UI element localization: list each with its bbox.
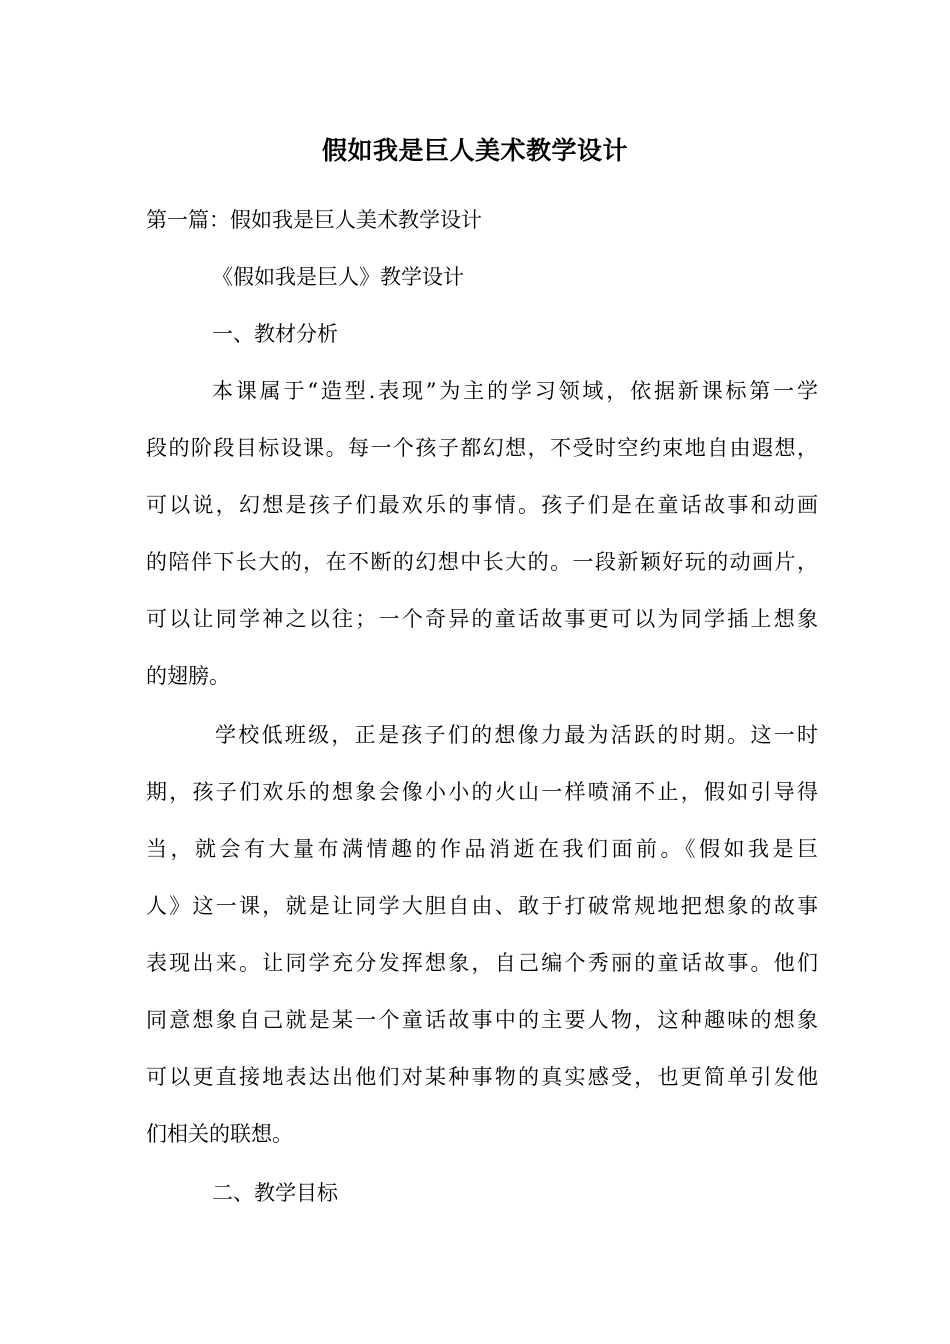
document-title: 假如我是巨人美术教学设计 [321, 136, 628, 165]
paragraph-line: 学校低班级，正是孩子们的想像力最为活跃的时期。这一时 [215, 723, 818, 747]
paragraph-line: 当，就会有大量布满情趣的作品消逝在我们面前。《假如我是巨 [146, 837, 818, 861]
paragraph-line: 表现出来。让同学充分发挥想象，自己编个秀丽的童话故事。他们 [146, 951, 818, 975]
paragraph-line: 期，孩子们欢乐的想象会像小小的火山一样喷涌不止，假如引导得 [146, 780, 818, 804]
paragraph-line: 们相关的联想。 [146, 1122, 293, 1146]
section-label: 第一篇：假如我是巨人美术教学设计 [146, 208, 482, 232]
paragraph-line: 同意想象自己就是某一个童话故事中的主要人物，这种趣味的想象 [146, 1008, 818, 1032]
subtitle: 《假如我是巨人》教学设计 [212, 265, 464, 289]
heading-teaching-material-analysis: 一、教材分析 [212, 322, 338, 346]
paragraph-line: 段的阶段目标设课。每一个孩子都幻想，不受时空约束地自由遐想， [146, 436, 818, 460]
paragraph-line: 本课属于“造型.表现”为主的学习领域，依据新课标第一学 [212, 379, 818, 403]
heading-teaching-objectives: 二、教学目标 [212, 1181, 338, 1205]
paragraph-line: 可以让同学神之以往；一个奇异的童话故事更可以为同学插上想象 [146, 607, 818, 631]
paragraph-line: 的翅膀。 [146, 664, 230, 688]
paragraph-line: 可以说，幻想是孩子们最欢乐的事情。孩子们是在童话故事和动画 [146, 493, 818, 517]
paragraph-line: 人》这一课，就是让同学大胆自由、敢于打破常规地把想象的故事 [146, 894, 818, 918]
paragraph-line: 的陪伴下长大的，在不断的幻想中长大的。一段新颖好玩的动画片， [146, 550, 818, 574]
paragraph-line: 可以更直接地表达出他们对某种事物的真实感受，也更简单引发他 [146, 1065, 818, 1089]
